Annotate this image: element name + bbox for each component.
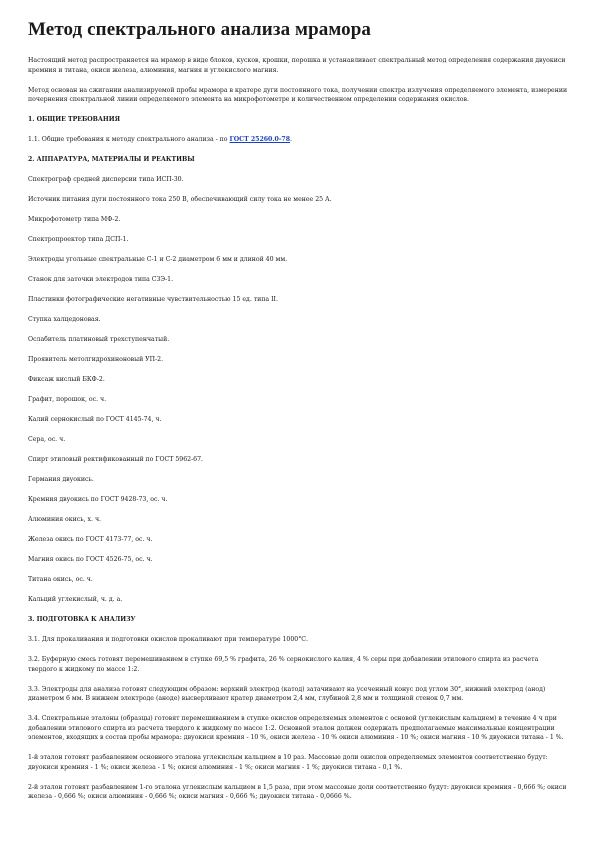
apparatus-item: Ослабитель платиновый трехступенчатый. xyxy=(28,336,170,343)
intro-paragraph-1: Настоящий метод распространяется на мрамор в виде блоков, кусков, крошки, порошка и устанавливает спектральный метод определения содержания двуокиси кремния и титана, окиси железа, алюминия, магния и углекислого магния. xyxy=(28,57,566,74)
preparation-paragraph: 3.3. Электроды для анализа готовят следующим образом: верхний электрод (катод) затачивают на усеченный конус под углом 30°, нижний электрод (анод) диаметром 6 мм. В нижнем электроде (аноде) высверливают кратер диаметром 2,4 мм, глубиной 2,8 мм и толщиной стенок 0,7 мм. xyxy=(28,685,546,702)
preparation-paragraph: 1-й эталон готовят разбавлением основного эталона углекислым кальцием в 10 раз. Массовые доли окислов определяемых элементов соответственно будут: двуокиси кремния - 1 %; окиси железа - 1 %; окиси алюминия - 1 %; окиси магния - 1 %; двуокиси титана - 0,1 %. xyxy=(28,754,548,771)
preparation-paragraph: 2-й эталон готовят разбавлением 1-го эталона углекислым кальцием в 1,5 раза, при этом массовые доли соответственно будут: двуокиси кремния - 0,666 %; окиси железа - 0,666 %; окиси алюминия - 0,666 %; окиси магния - 0,666 %; двуокиси титана - 0,0666 %. xyxy=(28,783,567,800)
section-heading-preparation: 3. ПОДГОТОВКА К АНАЛИЗУ xyxy=(28,616,136,623)
section-1-1-text: 1.1. Общие требования к методу спектрального анализа - по xyxy=(28,136,230,143)
document-page xyxy=(28,18,568,812)
apparatus-item: Магния окись по ГОСТ 4526-75, ос. ч. xyxy=(28,556,153,563)
apparatus-item: Алюминия окись, х. ч. xyxy=(28,516,102,523)
page-title: Метод спектрального анализа мрамора xyxy=(28,19,372,40)
section-1-1-end: . xyxy=(290,136,292,143)
preparation-paragraph: 3.1. Для прокаливания и подготовки окислов прокаливают при температуре 1000°С. xyxy=(28,636,308,643)
apparatus-item: Спектропроектор типа ДСП-1. xyxy=(28,236,129,243)
apparatus-item: Спирт этиловый ректификованный по ГОСТ 5962-67. xyxy=(28,456,204,463)
apparatus-item: Калий сернокислый по ГОСТ 4145-74, ч. xyxy=(28,416,162,423)
section-heading-apparatus: 2. АППАРАТУРА, МАТЕРИАЛЫ И РЕАКТИВЫ xyxy=(28,156,195,163)
apparatus-item: Железа окись по ГОСТ 4173-77, ос. ч. xyxy=(28,536,153,543)
gost-link[interactable]: ГОСТ 25260.0-78 xyxy=(229,136,290,143)
preparation-list xyxy=(28,635,568,802)
apparatus-item: Германия двуокись. xyxy=(28,476,94,483)
apparatus-list xyxy=(28,175,568,605)
apparatus-item: Микрофотометр типа МФ-2. xyxy=(28,216,121,223)
section-1-1-paragraph xyxy=(28,135,568,145)
apparatus-item: Титана окись, ос. ч. xyxy=(28,576,93,583)
preparation-paragraph: 3.2. Буферную смесь готовят перемешиванием в ступке 69,5 % графита, 26 % сернокислого калия, 4 % серы при добавлении этилового спирта из расчета твердого к жидкому по массе 1:2. xyxy=(28,656,539,673)
apparatus-item: Сера, ос. ч. xyxy=(28,436,66,443)
apparatus-item: Кальций углекислый, ч. д. а. xyxy=(28,596,123,603)
apparatus-item: Пластинки фотографические негативные чувствительностью 15 ед. типа II. xyxy=(28,296,278,303)
apparatus-item: Проявитель метолгидрохиноновый УП-2. xyxy=(28,356,164,363)
apparatus-item: Фиксаж кислый БКФ-2. xyxy=(28,376,105,383)
apparatus-item: Графит, порошок, ос. ч. xyxy=(28,396,107,403)
preparation-paragraph: 3.4. Спектральные эталоны (образцы) готовят перемешиванием в ступке окислов определяемых элементов с основой (углекислым кальцием) в течение 4 ч при добавлении этилового спирта из расчета твердого к жидкому по массе 1:2. Основной эталон должен содержать предполагаемые максимальные концентрации элементов, входящих в состав пробы мрамора: двуокиси кремния - 10 %, окиси железа - 10 % окиси алюминия - 10 %; окиси магния - 10 % двуокиси титана - 1 %. xyxy=(28,715,564,741)
section-heading-general: 1. ОБЩИЕ ТРЕБОВАНИЯ xyxy=(28,116,121,123)
apparatus-item: Кремния двуокись по ГОСТ 9428-73, ос. ч. xyxy=(28,496,168,503)
apparatus-item: Электроды угольные спектральные С-1 и С-2 диаметром 6 мм и длиной 40 мм. xyxy=(28,256,288,263)
apparatus-item: Спектрограф средней дисперсии типа ИСП-30. xyxy=(28,176,184,183)
apparatus-item: Ступка халцедоновая. xyxy=(28,316,101,323)
apparatus-item: Станок для заточки электродов типа СЗЭ-1. xyxy=(28,276,174,283)
apparatus-item: Источник питания дуги постоянного тока 250 В, обеспечивающий силу тока не менее 25 А. xyxy=(28,196,332,203)
intro-paragraph-2: Метод основан на сжигании анализируемой пробы мрамора в кратере дуги постоянного тока, получении спектра излучения определяемого элемента, измерении почернения спектральной линии определяемого элемента на микрофотометре и количественном определении содержания окислов. xyxy=(28,86,568,103)
